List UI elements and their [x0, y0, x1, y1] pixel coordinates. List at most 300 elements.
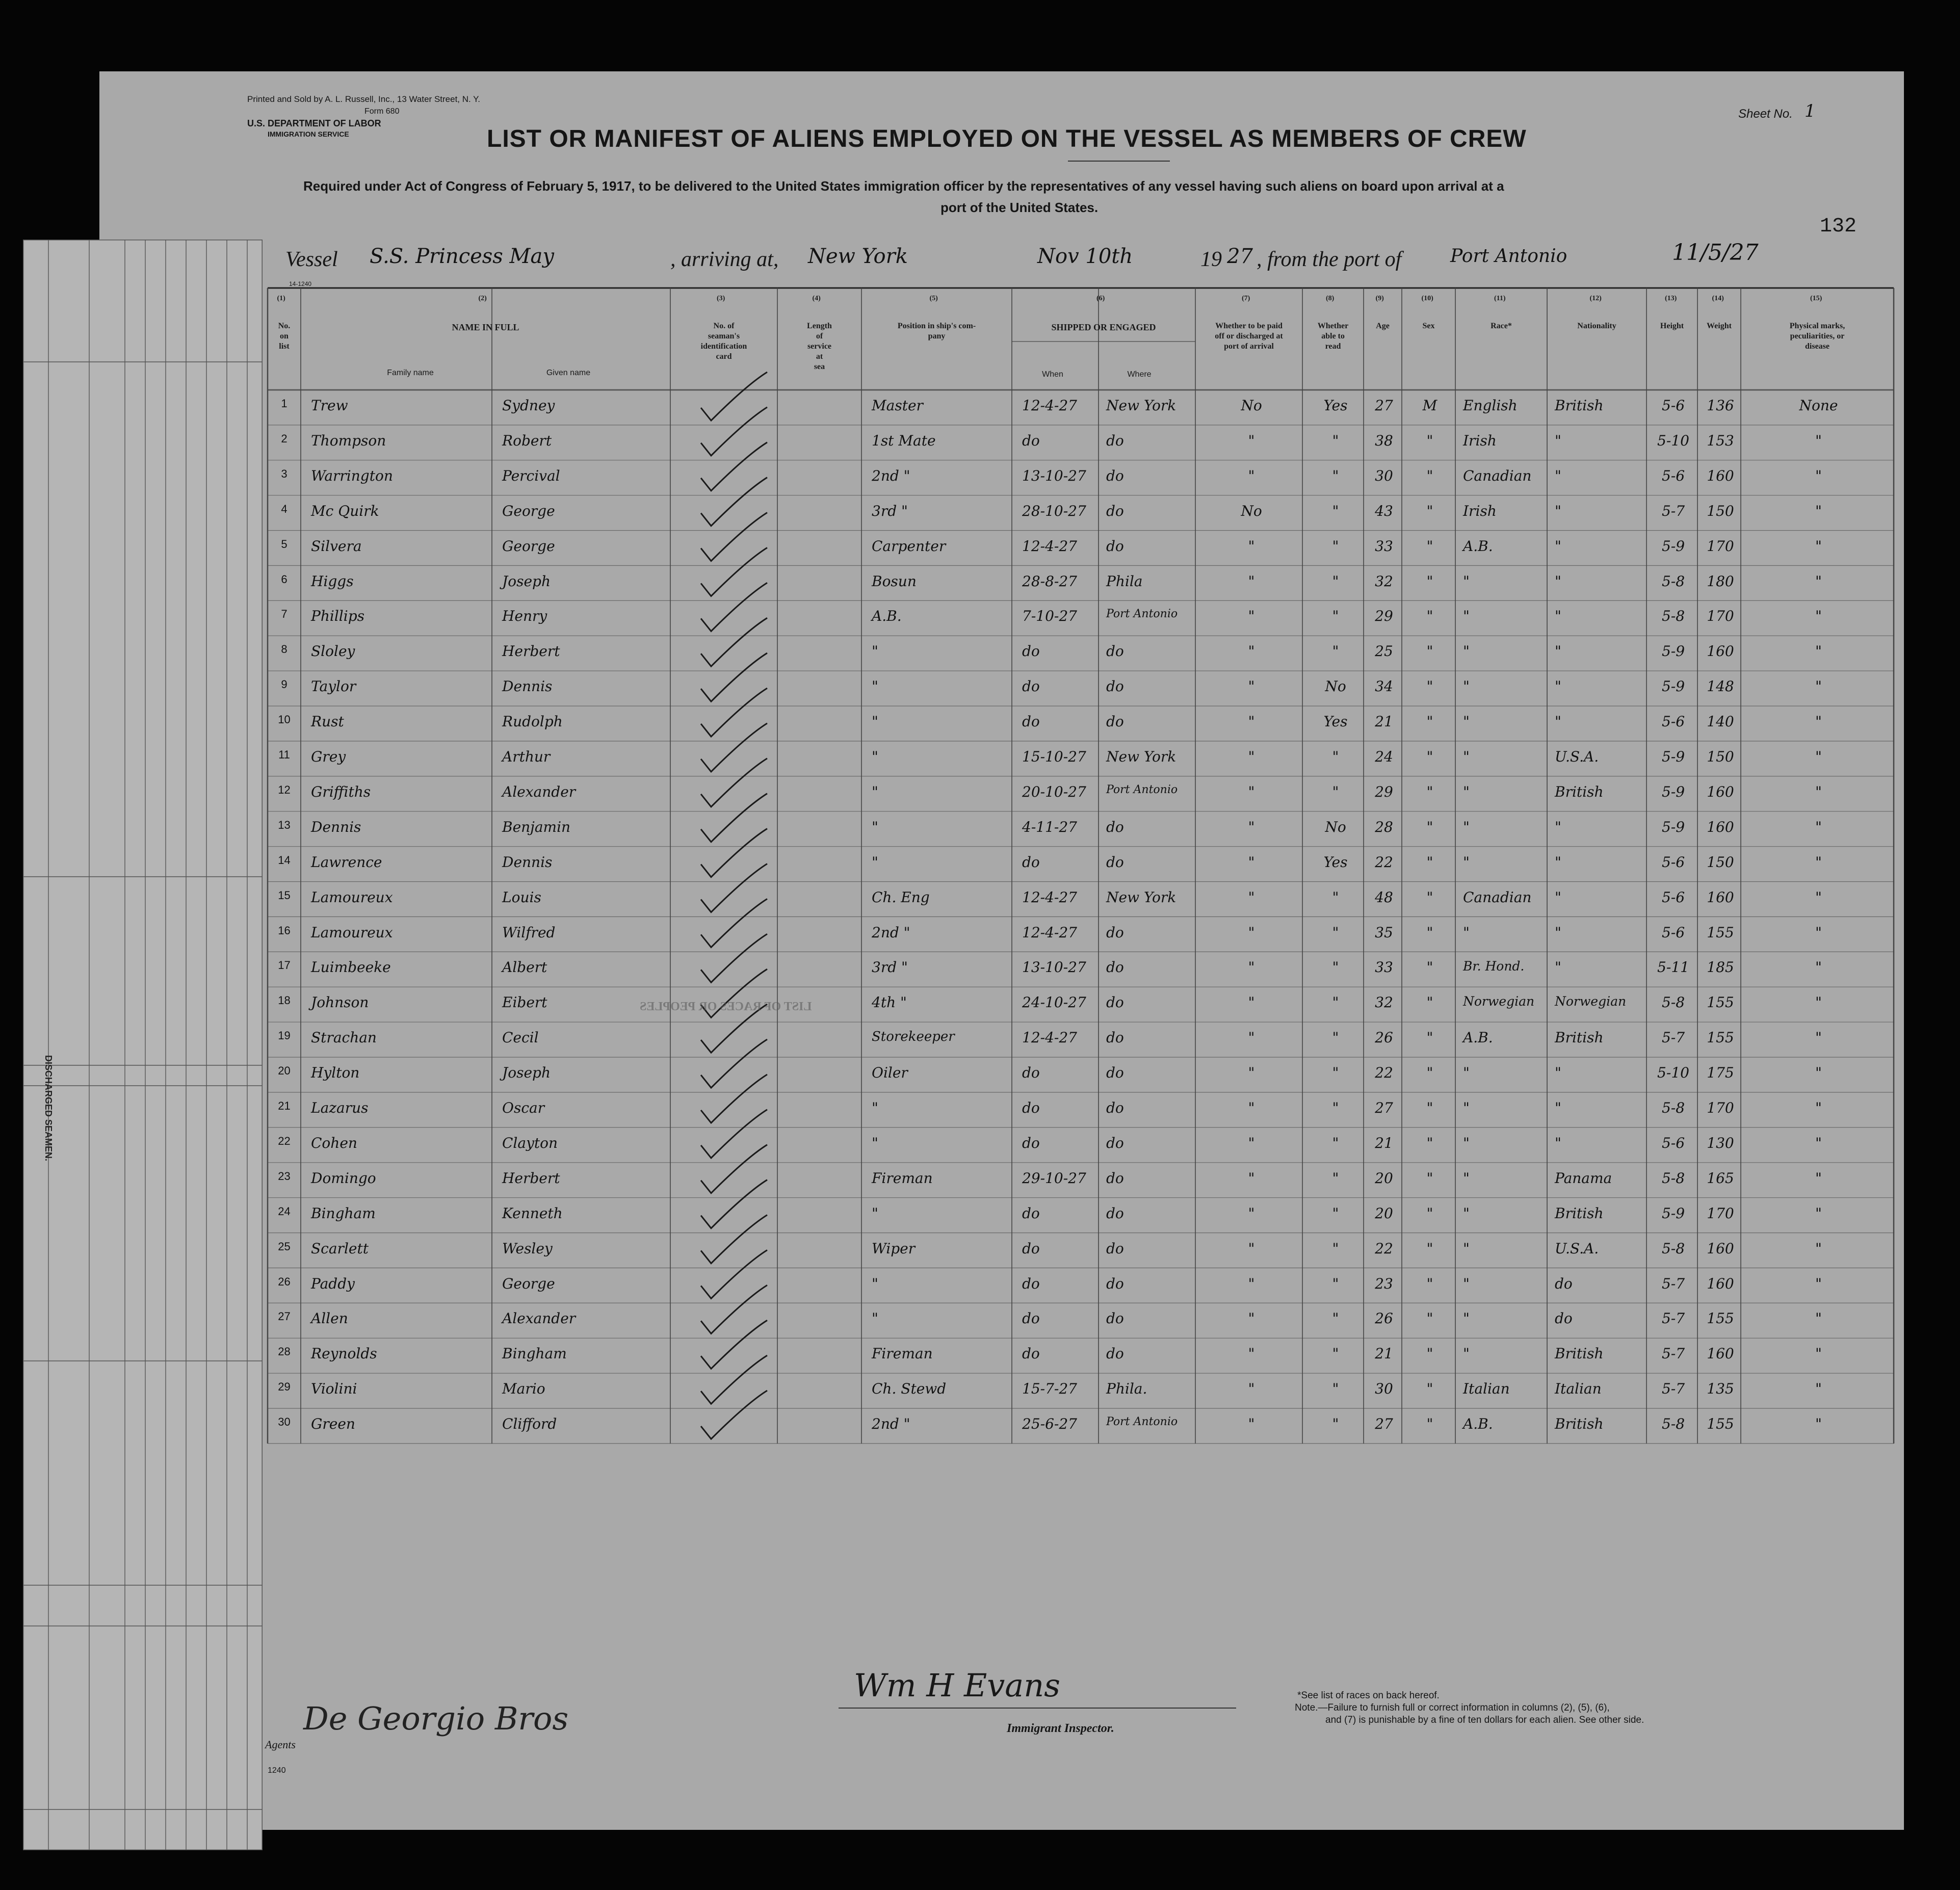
family-name-cell: Lawrence — [311, 853, 382, 871]
family-name-cell: Trew — [311, 397, 348, 414]
races-note: *See list of races on back hereof. — [1297, 1690, 1440, 1701]
sex-cell: " — [1426, 713, 1433, 730]
weight-cell: 155 — [1707, 1029, 1734, 1046]
age-cell: 22 — [1375, 853, 1393, 871]
shipped-when-cell: do — [1022, 1345, 1040, 1362]
able-to-read-cell: " — [1332, 432, 1339, 449]
shipped-where-cell: do — [1106, 1275, 1124, 1292]
sex-cell: " — [1426, 1345, 1433, 1362]
sex-cell: " — [1426, 783, 1433, 800]
shipped-when-cell: 20-10-27 — [1022, 783, 1086, 800]
height-cell: 5-7 — [1661, 1345, 1685, 1362]
shipped-when-cell: do — [1022, 713, 1040, 730]
age-cell: 29 — [1375, 608, 1393, 625]
shipped-when-cell: do — [1022, 1310, 1040, 1327]
shipped-where-cell: do — [1106, 853, 1124, 871]
height-cell: 5-10 — [1657, 1064, 1689, 1082]
age-cell: 48 — [1375, 888, 1393, 906]
column-header-9: Age — [1376, 322, 1390, 330]
weight-cell: 148 — [1707, 678, 1734, 695]
nationality-cell: Italian — [1555, 1380, 1602, 1398]
paid-off-cell: " — [1248, 643, 1255, 660]
weight-cell: 160 — [1707, 783, 1734, 800]
row-number-cell: 15 — [278, 888, 291, 902]
race-cell: A.B. — [1463, 537, 1493, 555]
column-number-11: (11) — [1494, 295, 1506, 302]
shipped-where-cell: Port Antonio — [1106, 608, 1178, 621]
able-to-read-cell: " — [1332, 1240, 1339, 1257]
paid-off-cell: " — [1248, 678, 1255, 695]
physical-marks-cell: " — [1815, 853, 1822, 871]
sex-cell: " — [1426, 1064, 1433, 1082]
nationality-cell: " — [1555, 678, 1561, 695]
row-number-cell: 23 — [278, 1169, 291, 1183]
discharged-seamen-stub — [23, 240, 263, 1850]
column-number-9: (9) — [1375, 295, 1384, 302]
age-cell: 27 — [1375, 397, 1393, 414]
given-name-cell: Kenneth — [502, 1204, 563, 1222]
row-number-cell: 5 — [281, 537, 288, 550]
given-name-cell: Oscar — [502, 1099, 545, 1116]
column-number-14: (14) — [1712, 295, 1724, 302]
family-name-cell: Paddy — [311, 1275, 355, 1292]
sex-cell: " — [1426, 467, 1433, 484]
inspector-signature: Wm H Evans — [854, 1667, 1060, 1704]
height-cell: 5-9 — [1661, 818, 1685, 835]
weight-cell: 160 — [1707, 1275, 1734, 1292]
position-cell: " — [872, 1275, 878, 1292]
shipped-where-cell: New York — [1106, 397, 1177, 414]
able-to-read-cell: " — [1332, 924, 1339, 941]
shipped-where-cell: do — [1106, 1240, 1124, 1257]
shipped-where-cell: do — [1106, 467, 1124, 484]
position-cell: 3rd " — [872, 502, 908, 519]
inspector-label: Immigrant Inspector. — [1007, 1722, 1114, 1735]
family-name-cell: Lamoureux — [311, 888, 393, 906]
paid-off-cell: " — [1248, 994, 1255, 1011]
sex-cell: " — [1426, 1134, 1433, 1151]
bottom-form-code: 1240 — [268, 1766, 286, 1775]
given-name-cell: George — [502, 502, 555, 519]
nationality-cell: " — [1555, 1099, 1561, 1116]
given-name-cell: Clifford — [502, 1415, 557, 1433]
position-cell: 2nd " — [872, 467, 910, 484]
position-cell: Ch. Eng — [872, 888, 930, 906]
form-code: 14-1240 — [289, 280, 312, 287]
column-header-4: Length of service at sea — [807, 322, 832, 371]
vessel-label: Vessel — [285, 248, 338, 271]
row-number-cell: 27 — [278, 1310, 291, 1323]
shipped-where-cell: New York — [1106, 748, 1177, 765]
shipped-when-cell: do — [1022, 1275, 1040, 1292]
shipped-when-cell: 28-10-27 — [1022, 502, 1086, 519]
age-cell: 20 — [1375, 1169, 1393, 1187]
physical-marks-cell: " — [1815, 1064, 1822, 1082]
margin-date-note: 11/5/27 — [1672, 240, 1759, 266]
race-cell: A.B. — [1463, 1029, 1493, 1046]
year-suffix: 27 — [1227, 245, 1253, 268]
given-name-cell: Benjamin — [502, 818, 571, 835]
from-port: Port Antonio — [1450, 246, 1567, 267]
age-cell: 32 — [1375, 994, 1393, 1011]
family-name-cell: Higgs — [311, 572, 354, 590]
row-number-cell: 12 — [278, 783, 291, 796]
row-number-cell: 9 — [281, 678, 288, 691]
family-name-cell: Lazarus — [311, 1099, 369, 1116]
nationality-cell: " — [1555, 713, 1561, 730]
shipped-where-cell: do — [1106, 502, 1124, 519]
row-number-cell: 14 — [278, 853, 291, 867]
age-cell: 21 — [1375, 1134, 1393, 1151]
given-name-cell: Dennis — [502, 853, 553, 871]
race-cell: English — [1463, 397, 1518, 414]
race-cell: " — [1463, 924, 1470, 941]
age-cell: 26 — [1375, 1310, 1393, 1327]
paid-off-cell: " — [1248, 537, 1255, 555]
weight-cell: 130 — [1707, 1134, 1734, 1151]
race-cell: Italian — [1463, 1380, 1510, 1398]
position-cell: 3rd " — [872, 959, 908, 976]
age-cell: 34 — [1375, 678, 1393, 695]
shipped-where-cell: do — [1106, 537, 1124, 555]
able-to-read-cell: " — [1332, 537, 1339, 555]
physical-marks-cell: " — [1815, 643, 1822, 660]
able-to-read-cell: Yes — [1323, 397, 1348, 414]
height-cell: 5-8 — [1661, 572, 1685, 590]
given-name-cell: Arthur — [502, 748, 551, 765]
age-cell: 24 — [1375, 748, 1393, 765]
paid-off-cell: " — [1248, 1099, 1255, 1116]
weight-cell: 160 — [1707, 1345, 1734, 1362]
race-cell: " — [1463, 643, 1470, 660]
column-number-1: (1) — [277, 295, 285, 302]
nationality-cell: " — [1555, 959, 1561, 976]
physical-marks-cell: " — [1815, 888, 1822, 906]
able-to-read-cell: " — [1332, 1029, 1339, 1046]
given-name-cell: Percival — [502, 467, 560, 484]
race-cell: " — [1463, 608, 1470, 625]
position-cell: Bosun — [872, 572, 917, 590]
height-cell: 5-8 — [1661, 1099, 1685, 1116]
penalty-note-1: Note.—Failure to furnish full or correct information in columns (2), (5), (6), — [1295, 1702, 1610, 1713]
race-cell: " — [1463, 1169, 1470, 1187]
able-to-read-cell: " — [1332, 467, 1339, 484]
race-cell: " — [1463, 783, 1470, 800]
height-cell: 5-8 — [1661, 994, 1685, 1011]
year-prefix: 19 — [1200, 248, 1222, 271]
height-cell: 5-10 — [1657, 432, 1689, 449]
race-cell: " — [1463, 1345, 1470, 1362]
sex-cell: " — [1426, 959, 1433, 976]
shipped-when-cell: do — [1022, 1099, 1040, 1116]
physical-marks-cell: " — [1815, 1204, 1822, 1222]
age-cell: 27 — [1375, 1415, 1393, 1433]
family-name-cell: Green — [311, 1415, 355, 1433]
given-name-cell: Wesley — [502, 1240, 553, 1257]
height-cell: 5-8 — [1661, 1240, 1685, 1257]
weight-cell: 153 — [1707, 432, 1734, 449]
given-name-cell: Joseph — [502, 1064, 551, 1082]
weight-cell: 160 — [1707, 467, 1734, 484]
paid-off-cell: " — [1248, 748, 1255, 765]
form-number: Form 680 — [364, 107, 400, 116]
able-to-read-cell: " — [1332, 1169, 1339, 1187]
shipped-where-cell: Port Antonio — [1106, 1415, 1178, 1429]
physical-marks-cell: " — [1815, 1275, 1822, 1292]
race-cell: Irish — [1463, 432, 1497, 449]
race-cell: " — [1463, 1275, 1470, 1292]
shipped-where-cell: do — [1106, 432, 1124, 449]
sex-cell: " — [1426, 537, 1433, 555]
column-header-6: SHIPPED OR ENGAGED — [1051, 322, 1156, 332]
position-cell: 2nd " — [872, 1415, 910, 1433]
shipped-where-cell: Phila. — [1106, 1380, 1147, 1398]
from-port-label: , from the port of — [1257, 248, 1402, 271]
row-number-cell: 18 — [278, 994, 291, 1007]
able-to-read-cell: No — [1325, 818, 1346, 835]
row-number-cell: 13 — [278, 818, 291, 831]
inspector-rule — [839, 1708, 1236, 1709]
shipped-when-cell: 4-11-27 — [1022, 818, 1077, 835]
shipped-where-cell: do — [1106, 994, 1124, 1011]
shipped-when-cell: 29-10-27 — [1022, 1169, 1086, 1187]
height-cell: 5-6 — [1661, 713, 1685, 730]
race-cell: " — [1463, 678, 1470, 695]
weight-cell: 170 — [1707, 1099, 1734, 1116]
weight-cell: 155 — [1707, 1310, 1734, 1327]
able-to-read-cell: " — [1332, 1134, 1339, 1151]
shipped-where-cell: do — [1106, 1029, 1124, 1046]
family-name-cell: Johnson — [311, 994, 369, 1011]
row-number-cell: 30 — [278, 1415, 291, 1429]
shipped-when-cell: do — [1022, 432, 1040, 449]
age-cell: 26 — [1375, 1029, 1393, 1046]
given-name-cell: Joseph — [502, 572, 551, 590]
position-cell: A.B. — [872, 608, 902, 625]
paid-off-cell: " — [1248, 1169, 1255, 1187]
title-rule — [1068, 161, 1170, 162]
weight-cell: 180 — [1707, 572, 1734, 590]
position-cell: Fireman — [872, 1345, 933, 1362]
physical-marks-cell: " — [1815, 1240, 1822, 1257]
row-number-cell: 20 — [278, 1064, 291, 1078]
height-cell: 5-9 — [1661, 678, 1685, 695]
nationality-cell: do — [1555, 1275, 1573, 1292]
weight-cell: 150 — [1707, 748, 1734, 765]
shipped-when-cell: 12-4-27 — [1022, 537, 1077, 555]
physical-marks-cell: " — [1815, 1310, 1822, 1327]
where-subheader: Where — [1127, 370, 1152, 379]
height-cell: 5-9 — [1661, 537, 1685, 555]
vessel-name: S.S. Princess May — [370, 245, 554, 268]
height-cell: 5-9 — [1661, 748, 1685, 765]
agents-signature: De Georgio Bros — [303, 1700, 569, 1737]
family-name-cell: Lamoureux — [311, 924, 393, 941]
sex-cell: " — [1426, 678, 1433, 695]
weight-cell: 155 — [1707, 1415, 1734, 1433]
weight-cell: 165 — [1707, 1169, 1734, 1187]
physical-marks-cell: " — [1815, 1029, 1822, 1046]
given-name-cell: Robert — [502, 432, 552, 449]
shipped-where-cell: do — [1106, 1310, 1124, 1327]
height-cell: 5-7 — [1661, 1275, 1685, 1292]
family-name-cell: Reynolds — [311, 1345, 377, 1362]
race-cell: " — [1463, 1310, 1470, 1327]
paid-off-cell: " — [1248, 1345, 1255, 1362]
column-header-7: Whether to be paid off or discharged at port of arrival — [1215, 322, 1283, 351]
race-cell: Canadian — [1463, 467, 1532, 484]
shipped-when-cell: 12-4-27 — [1022, 888, 1077, 906]
race-cell: Canadian — [1463, 888, 1532, 906]
row-number-cell: 16 — [278, 924, 291, 937]
family-name-cell: Phillips — [311, 608, 364, 625]
column-number-4: (4) — [812, 295, 821, 302]
age-cell: 29 — [1375, 783, 1393, 800]
column-number-2: (2) — [478, 295, 487, 302]
race-cell: " — [1463, 1204, 1470, 1222]
physical-marks-cell: " — [1815, 1345, 1822, 1362]
shipped-when-cell: 15-10-27 — [1022, 748, 1086, 765]
position-cell: 1st Mate — [872, 432, 936, 449]
age-cell: 30 — [1375, 1380, 1393, 1398]
position-cell: " — [872, 818, 878, 835]
race-cell: Irish — [1463, 502, 1497, 519]
race-cell: Br. Hond. — [1463, 959, 1525, 974]
family-name-cell: Scarlett — [311, 1240, 369, 1257]
age-cell: 32 — [1375, 572, 1393, 590]
able-to-read-cell: " — [1332, 643, 1339, 660]
paid-off-cell: " — [1248, 1204, 1255, 1222]
sex-cell: " — [1426, 853, 1433, 871]
sex-cell: " — [1426, 888, 1433, 906]
column-header-2: NAME IN FULL — [452, 322, 519, 332]
when-subheader: When — [1042, 370, 1063, 379]
family-name-cell: Silvera — [311, 537, 362, 555]
paid-off-cell: " — [1248, 1380, 1255, 1398]
physical-marks-cell: " — [1815, 748, 1822, 765]
stub-title: DISCHARGED SEAMEN. — [43, 1055, 54, 1162]
arriving-label: , arriving at, — [670, 248, 779, 271]
races-list-bleed: LIST OF RACES OR PEOPLES — [640, 1000, 812, 1013]
physical-marks-cell: " — [1815, 783, 1822, 800]
service-name: IMMIGRATION SERVICE — [268, 130, 349, 138]
physical-marks-cell: " — [1815, 1380, 1822, 1398]
nationality-cell: British — [1555, 1204, 1604, 1222]
weight-cell: 136 — [1707, 397, 1734, 414]
nationality-cell: " — [1555, 818, 1561, 835]
row-number-cell: 25 — [278, 1240, 291, 1253]
position-cell: Fireman — [872, 1169, 933, 1187]
family-name-cell: Rust — [311, 713, 344, 730]
given-name-cell: Henry — [502, 608, 547, 625]
column-number-13: (13) — [1665, 295, 1677, 302]
shipped-when-cell: 13-10-27 — [1022, 959, 1086, 976]
page-number: 132 — [1820, 215, 1857, 238]
sex-cell: " — [1426, 994, 1433, 1011]
shipped-where-cell: do — [1106, 1134, 1124, 1151]
age-cell: 22 — [1375, 1064, 1393, 1082]
family-name-cell: Hylton — [311, 1064, 360, 1082]
given-name-cell: George — [502, 537, 555, 555]
sex-cell: " — [1426, 1169, 1433, 1187]
shipped-when-cell: do — [1022, 853, 1040, 871]
column-header-15: Physical marks, peculiarities, or disease — [1789, 322, 1845, 351]
row-number-cell: 11 — [278, 748, 290, 761]
physical-marks-cell: " — [1815, 1415, 1822, 1433]
shipped-when-cell: do — [1022, 1134, 1040, 1151]
family-name-cell: Bingham — [311, 1204, 376, 1222]
position-cell: Storekeeper — [872, 1029, 955, 1045]
shipped-where-cell: Port Antonio — [1106, 783, 1178, 796]
able-to-read-cell: " — [1332, 502, 1339, 519]
physical-marks-cell: " — [1815, 1134, 1822, 1151]
column-number-3: (3) — [717, 295, 725, 302]
shipped-when-cell: do — [1022, 1064, 1040, 1082]
paid-off-cell: " — [1248, 1415, 1255, 1433]
position-cell: " — [872, 643, 878, 660]
weight-cell: 155 — [1707, 924, 1734, 941]
penalty-note-2: and (7) is punishable by a fine of ten dollars for each alien. See other side. — [1325, 1715, 1644, 1725]
nationality-cell: " — [1555, 1134, 1561, 1151]
height-cell: 5-8 — [1661, 608, 1685, 625]
paid-off-cell: No — [1241, 397, 1262, 414]
race-cell: " — [1463, 853, 1470, 871]
nationality-cell: " — [1555, 608, 1561, 625]
row-number-cell: 22 — [278, 1134, 291, 1147]
weight-cell: 170 — [1707, 608, 1734, 625]
row-number-cell: 3 — [281, 467, 288, 480]
manifest-title: LIST OR MANIFEST OF ALIENS EMPLOYED ON THE VESSEL AS MEMBERS OF CREW — [487, 125, 1527, 152]
age-cell: 25 — [1375, 643, 1393, 660]
arrival-date: Nov 10th — [1037, 245, 1133, 268]
nationality-cell: " — [1555, 888, 1561, 906]
family-name-subheader: Family name — [387, 369, 434, 377]
given-name-cell: Dennis — [502, 678, 553, 695]
height-cell: 5-9 — [1661, 1204, 1685, 1222]
id-card-checkmark — [701, 1390, 767, 1439]
race-cell: " — [1463, 1240, 1470, 1257]
age-cell: 20 — [1375, 1204, 1393, 1222]
column-header-11: Race* — [1491, 322, 1512, 330]
given-name-subheader: Given name — [546, 369, 591, 377]
given-name-cell: Wilfred — [502, 924, 556, 941]
able-to-read-cell: No — [1325, 678, 1346, 695]
shipped-where-cell: do — [1106, 678, 1124, 695]
subtitle-line-2: port of the United States. — [940, 200, 1099, 215]
given-name-cell: Alexander — [502, 1310, 576, 1327]
shipped-where-cell: do — [1106, 924, 1124, 941]
physical-marks-cell: " — [1815, 467, 1822, 484]
row-number-cell: 26 — [278, 1275, 291, 1288]
race-cell: " — [1463, 818, 1470, 835]
sex-cell: " — [1426, 818, 1433, 835]
nationality-cell: Panama — [1555, 1169, 1612, 1187]
paid-off-cell: " — [1248, 853, 1255, 871]
able-to-read-cell: " — [1332, 994, 1339, 1011]
paid-off-cell: " — [1248, 432, 1255, 449]
able-to-read-cell: " — [1332, 1099, 1339, 1116]
height-cell: 5-9 — [1661, 783, 1685, 800]
column-number-5: (5) — [929, 295, 938, 302]
weight-cell: 160 — [1707, 818, 1734, 835]
physical-marks-cell: " — [1815, 572, 1822, 590]
nationality-cell: " — [1555, 853, 1561, 871]
position-cell: " — [872, 678, 878, 695]
weight-cell: 185 — [1707, 959, 1734, 976]
race-cell: " — [1463, 748, 1470, 765]
arriving-port: New York — [808, 245, 908, 268]
race-cell: Norwegian — [1463, 994, 1535, 1009]
